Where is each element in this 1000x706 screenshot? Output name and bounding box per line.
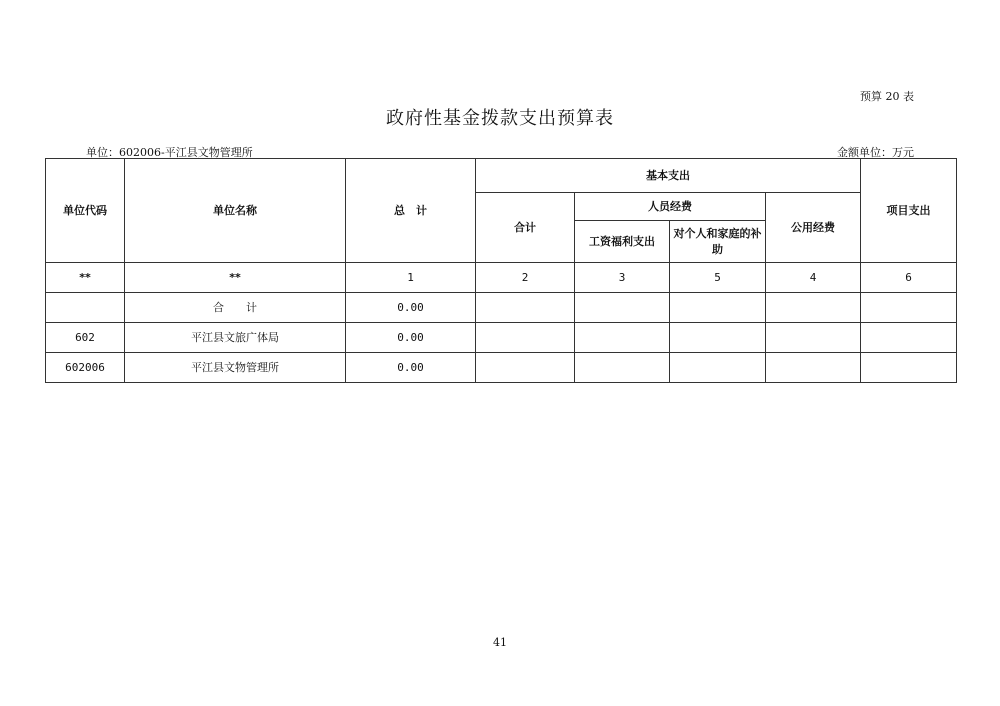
cell-empty xyxy=(766,323,861,353)
cell-name: 平江县文旅广体局 xyxy=(125,323,346,353)
table-row xyxy=(46,323,957,353)
header-project-expense: 项目支出 xyxy=(861,159,957,263)
cell-empty xyxy=(575,323,670,353)
page-number: 41 xyxy=(493,636,507,649)
cell-empty xyxy=(766,353,861,383)
cell-empty xyxy=(575,353,670,383)
cell-name: 合 计 xyxy=(125,293,346,323)
table-row xyxy=(46,293,957,323)
header-basic-expense: 基本支出 xyxy=(476,159,861,193)
header-personnel: 人员经费 xyxy=(575,193,766,221)
cell-total: 0.00 xyxy=(346,353,476,383)
cell-total: 0.00 xyxy=(346,293,476,323)
cell-empty xyxy=(861,293,957,323)
cell-empty xyxy=(476,353,575,383)
header-unit-name: 单位名称 xyxy=(125,159,346,263)
index-cell: 4 xyxy=(766,263,861,293)
index-cell: 3 xyxy=(575,263,670,293)
index-cell: 1 xyxy=(346,263,476,293)
cell-empty xyxy=(766,293,861,323)
budget-table xyxy=(45,158,957,383)
header-individual-subsidy: 对个人和家庭的补助 xyxy=(670,221,766,263)
table-row xyxy=(46,353,957,383)
index-cell: 2 xyxy=(476,263,575,293)
cell-code xyxy=(46,293,125,323)
cell-empty xyxy=(861,323,957,353)
cell-empty xyxy=(476,323,575,353)
cell-code: 602006 xyxy=(46,353,125,383)
index-cell: 6 xyxy=(861,263,957,293)
index-cell: ** xyxy=(46,263,125,293)
cell-empty xyxy=(670,353,766,383)
cell-empty xyxy=(476,293,575,323)
unit-label: 单位：602006-平江县文物管理所 xyxy=(86,146,253,159)
cell-empty xyxy=(670,323,766,353)
cell-empty xyxy=(575,293,670,323)
index-cell: ** xyxy=(125,263,346,293)
header-unit-code: 单位代码 xyxy=(46,159,125,263)
form-code: 预算 20 表 xyxy=(860,90,914,103)
index-cell: 5 xyxy=(670,263,766,293)
header-subtotal: 合计 xyxy=(476,193,575,263)
header-salary: 工资福利支出 xyxy=(575,221,670,263)
index-row xyxy=(46,263,957,293)
page-title: 政府性基金拨款支出预算表 xyxy=(386,108,614,129)
cell-total: 0.00 xyxy=(346,323,476,353)
cell-empty xyxy=(861,353,957,383)
header-public-expense: 公用经费 xyxy=(766,193,861,263)
cell-code: 602 xyxy=(46,323,125,353)
cell-name: 平江县文物管理所 xyxy=(125,353,346,383)
cell-empty xyxy=(670,293,766,323)
header-total: 总 计 xyxy=(346,159,476,263)
money-unit-label: 金额单位：万元 xyxy=(837,146,914,159)
